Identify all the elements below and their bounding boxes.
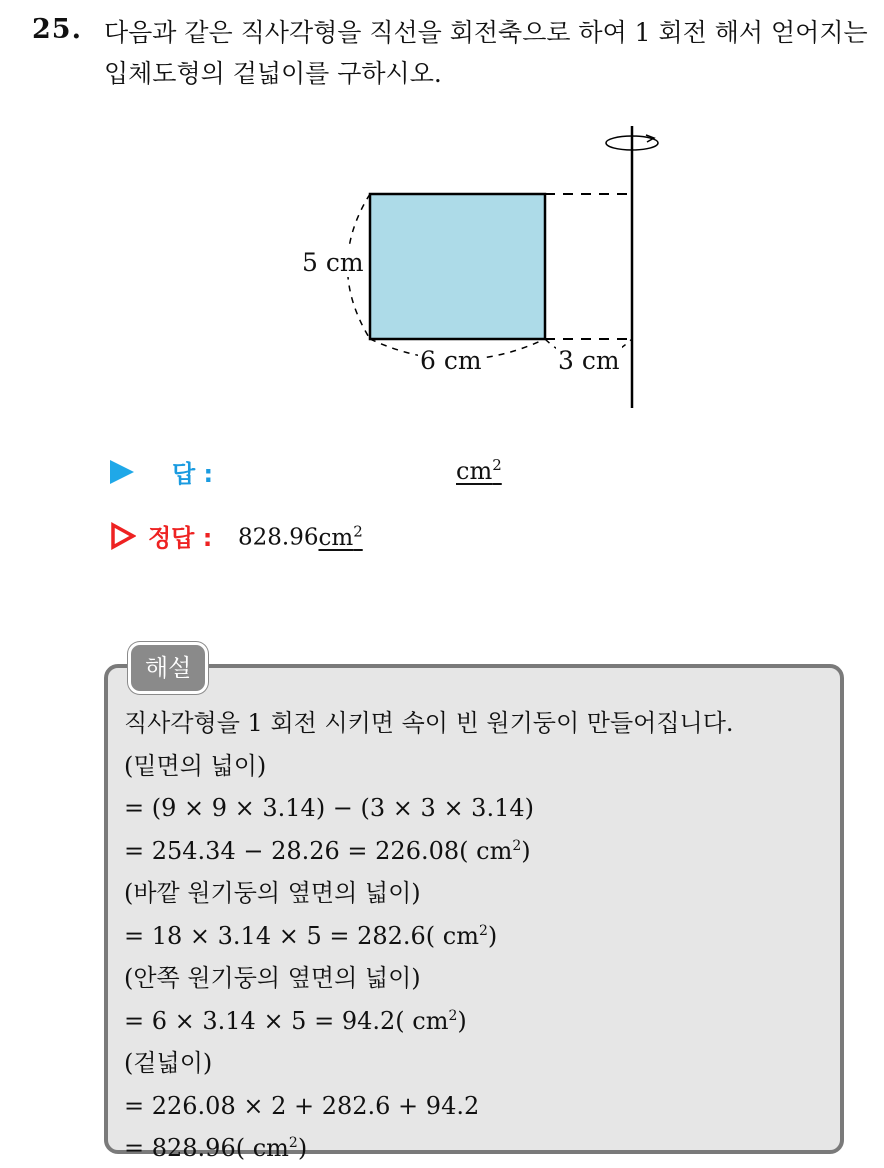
solution-line: (밑면의 넓이) (124, 751, 267, 780)
solution-line: = 828.96( $cm^2$) (124, 1134, 308, 1162)
solution-line: (바깥 원기둥의 옆면의 넓이) (124, 879, 421, 907)
answer-row (110, 452, 530, 492)
solution-line: = 6 × 3.14 × 5 = 94.2( $cm^2$) (124, 1006, 467, 1035)
solution-line: (겉넓이) (124, 1049, 213, 1077)
solution-line: 직사각형을 1 회전 시키면 속이 빈 원기둥이 만들어집니다. (124, 709, 734, 737)
solution-line: = (9 × 9 × 3.14) − (3 × 3 × 3.14) (124, 794, 534, 822)
height-label: 5 cm (302, 248, 364, 277)
solution-tab: 해설 (128, 642, 208, 694)
solution-text (124, 700, 824, 1168)
answer-label: 답 : (172, 460, 214, 488)
rectangle-shape (370, 194, 545, 339)
distance-label: 3 cm (558, 346, 620, 375)
correct-row (110, 516, 530, 556)
rotation-figure (290, 118, 670, 418)
correct-label: 정답 : (148, 524, 213, 552)
correct-value: $828.96cm^2$ (238, 522, 363, 551)
outline-triangle-icon (110, 522, 136, 550)
width-label: 6 cm (420, 346, 482, 375)
solution-line: = 254.34 − 28.26 = 226.08( $cm^2$) (124, 836, 531, 865)
solution-line: = 18 × 3.14 × 5 = 282.6( $cm^2$) (124, 921, 498, 950)
question-text: 다음과 같은 직사각형을 직선을 회전축으로 하여 1 회전 해서 얻어지는 입체도형의 겉넓이를 구하시오. (104, 18, 868, 88)
solution-line: (안쪽 원기둥의 옆면의 넓이) (124, 964, 421, 992)
answer-unit: $cm^2$ (456, 456, 502, 485)
solution-line: = 226.08 × 2 + 282.6 + 94.2 (124, 1091, 480, 1120)
play-triangle-icon (110, 460, 134, 484)
question-number: 25. (32, 14, 82, 45)
